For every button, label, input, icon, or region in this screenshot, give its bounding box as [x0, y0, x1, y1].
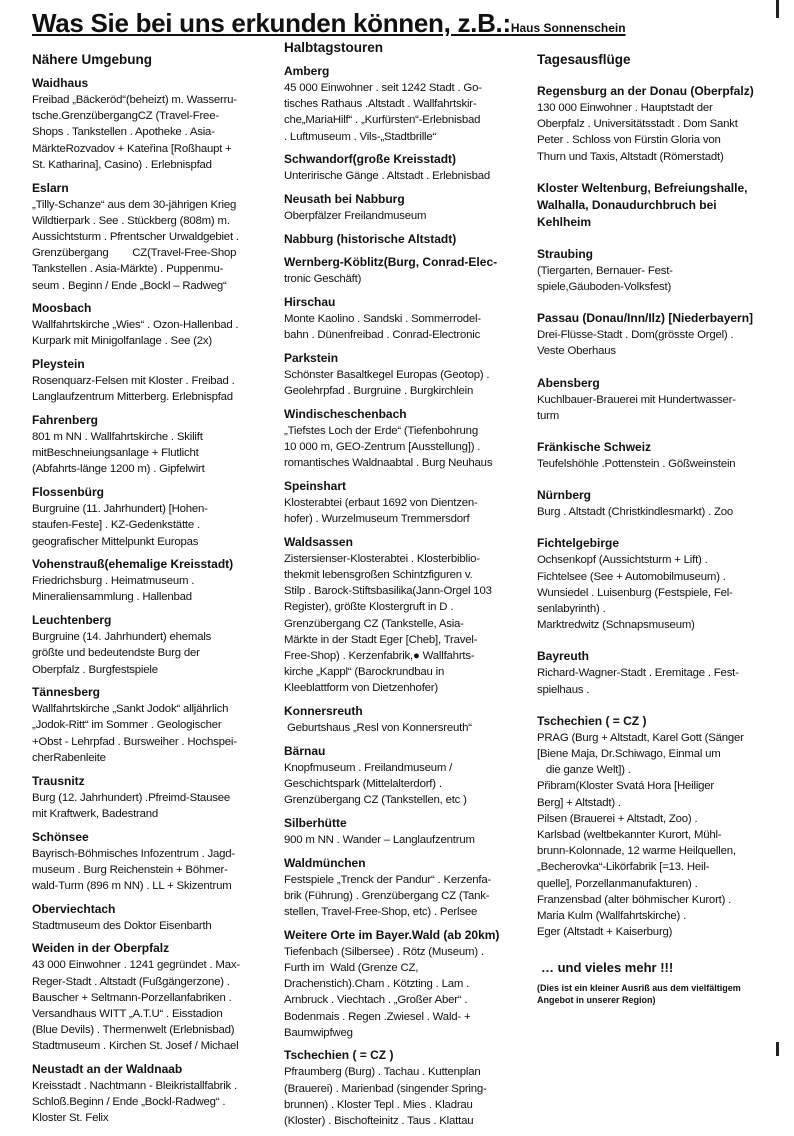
- place-entry: [284, 927, 504, 1041]
- place-name: Neusath bei Nabburg: [284, 192, 405, 207]
- place-entry: [537, 83, 759, 165]
- place-description-line: Richard-Wagner-Stadt . Eremitage . Fest-: [537, 667, 739, 680]
- place-entry: [284, 254, 504, 287]
- place-description-line: die ganze Welt]) .: [537, 764, 631, 777]
- place-description-line: Register), größte Klostergruft in D .: [284, 601, 454, 614]
- place-description-line: (Tiergarten, Bernauer- Fest-: [537, 264, 673, 277]
- place-entry: [32, 773, 272, 822]
- page-title: [32, 8, 626, 39]
- place-description-line: Monte Kaolino . Sandski . Sommerrodel-: [284, 312, 481, 325]
- place-description-line: Maria Kulm (Wallfahrtskirche) .: [537, 910, 687, 923]
- place-description-line: Schloß.Beginn / Ende „Bockl-Radweg“ .: [32, 1096, 226, 1109]
- place-description-line: seum . Beginn / Ende „Bockl – Radweg“: [32, 279, 227, 292]
- place-description-line: Oberpfalz . Burgfestspiele: [32, 663, 158, 676]
- place-description-line: senlabyrinth) .: [537, 603, 606, 616]
- place-description-line: Freibad „Bäckeröd“(beheizt) m. Wasserru-: [32, 94, 237, 106]
- place-description-line: staufen-Feste] . KZ-Gedenkstätte .: [32, 519, 200, 532]
- place-entry: [284, 406, 504, 472]
- place-name: Nürnberg: [537, 488, 591, 503]
- place-name: Waldsassen: [284, 534, 353, 549]
- place-description-line: Wunsiedel . Luisenburg (Festspiele, Fel-: [537, 586, 733, 599]
- place-description-line: bahn . Dünenfreibad . Conrad-Electronic: [284, 329, 481, 342]
- place-entry: [284, 1047, 504, 1129]
- place-description-line: Berg] + Altstadt) .: [537, 796, 621, 809]
- place-description-line: [Biene Maja, Dr.Schiwago, Einmal um: [537, 748, 721, 761]
- place-entry: [284, 231, 504, 248]
- place-name: Bärnau: [284, 743, 326, 758]
- place-description-line: Geolehrpfad . Burgruine . Burgkirchlein: [284, 385, 474, 398]
- place-description-line: Peter . Schloss von Fürstin Gloria von: [537, 134, 721, 147]
- place-description-line: brik (Führung) . Grenzübergang CZ (Tank-: [284, 889, 490, 902]
- place-name: Straubing: [537, 246, 593, 261]
- place-description-line: Burgruine (14. Jahrhundert) ehemals: [32, 631, 212, 644]
- place-description-line: (Kloster) . Bischofteinitz . Taus . Klattau: [284, 1115, 474, 1128]
- place-entry: [537, 487, 759, 520]
- place-description-line: „Jodok-Ritt“ im Sommer . Geologischer: [32, 719, 222, 732]
- place-description-line: größte und bedeutendste Burg der: [32, 647, 200, 660]
- place-description-line: Ochsenkopf (Aussichtsturm + Lift) .: [537, 554, 708, 567]
- place-description-line: thekmit lebensgroßen Schintzfiguren v.: [284, 568, 473, 581]
- place-description-line: Mineraliensammlung . Hallenbad: [32, 591, 192, 604]
- place-name: Hirschau: [284, 294, 336, 309]
- place-description-line: Shops . Tankstellen . Apotheke . Asia-: [32, 126, 215, 139]
- place-description-line: Stilp . Barock-Stiftsbasilika(Jann-Orgel 103: [284, 585, 492, 598]
- place-description-line: Tiefenbach (Silbersee) . Rötz (Museum) .: [284, 945, 484, 958]
- place-name: Flossenbürg: [32, 485, 105, 500]
- place-description-line: wald-Turm (896 m NN) . LL + Skizentrum: [32, 879, 232, 892]
- place-description-line: mitBeschneiungsanlage + Flutlicht: [32, 447, 199, 460]
- place-name: Vohenstrauß(ehemalige Kreisstadt): [32, 557, 234, 572]
- place-entry: [32, 901, 272, 934]
- place-description-line: 10 000 m, GEO-Zentrum [Ausstellung]) .: [284, 440, 481, 453]
- place-description-line: 900 m NN . Wander – Langlaufzentrum: [284, 833, 475, 846]
- place-entry: [284, 151, 504, 184]
- place-entry: [284, 350, 504, 399]
- place-description-line: romantisches Waldnaabtal . Burg Neuhaus: [284, 457, 493, 470]
- place-description-line: Fichtelsee (See + Automobilmuseum) .: [537, 570, 726, 583]
- place-description-line: Festspiele „Trenck der Pandur“ . Kerzenfa-: [284, 873, 492, 886]
- place-description-line: Unterirische Gänge . Altstadt . Erlebnisbad: [284, 170, 491, 183]
- place-description-line: Burg (12. Jahrhundert) .Pfreimd-Stausee: [32, 791, 230, 804]
- place-description-line: Tankstellen . Asia-Märkte) . Puppenmu-: [32, 263, 224, 276]
- place-description-line: Bodenmais . Regen .Zwiesel . Wald- +: [284, 1010, 471, 1023]
- column-heading: Tagesausflüge: [537, 52, 631, 67]
- place-description-line: Bayrisch-Böhmisches Infozentrum . Jagd-: [32, 847, 236, 860]
- page-title-suffix: Haus Sonnenschein: [510, 21, 626, 35]
- place-description-line: „Becherovka“-Likörfabrik [=13. Heil-: [537, 861, 710, 874]
- column-halbtagstouren: [284, 40, 504, 1136]
- place-description-line: Geschichtspark (Mittelalterdorf) .: [284, 777, 442, 790]
- place-entry: [32, 612, 272, 678]
- place-entry: [32, 75, 272, 173]
- place-description-line: Versandhaus WITT „A.T.U“ . Eisstadion: [32, 1007, 223, 1020]
- place-description-line: Pilsen (Brauerei + Altstadt, Zoo) .: [537, 812, 698, 825]
- place-name: Parkstein: [284, 350, 339, 365]
- place-description-line: Rosenquarz-Felsen mit Kloster . Freibad .: [32, 375, 235, 388]
- place-entry: [32, 484, 272, 550]
- place-description-line: (Brauerei) . Marienbad (singender Spring-: [284, 1082, 487, 1095]
- place-description-line: Veste Oberhaus: [537, 345, 616, 358]
- place-description-line: Wildtierpark . See . Stückberg (808m) m.: [32, 214, 230, 227]
- place-description-line: quelle], Porzellanmanufakturen) .: [537, 877, 698, 890]
- place-entry: [537, 180, 759, 231]
- place-name: Waldmünchen: [284, 855, 366, 870]
- place-name: Eslarn: [32, 180, 69, 195]
- place-description-line: Thurn und Taxis, Altstadt (Römerstadt): [537, 150, 724, 163]
- place-name: Bayreuth: [537, 649, 590, 664]
- place-description-line: Bauscher + Seltmann-Porzellanfabriken .: [32, 991, 232, 1004]
- place-description-line: Karlsbad (weltbekannter Kurort, Mühl-: [537, 829, 722, 842]
- place-name: Abensberg: [537, 375, 600, 390]
- place-description-line: (Blue Devils) . Thermenwelt (Erlebnisbad): [32, 1024, 235, 1037]
- place-description-line: 45 000 Einwohner . seit 1242 Stadt . Go-: [284, 82, 482, 94]
- place-name: Moosbach: [32, 301, 92, 316]
- place-name: Oberviechtach: [32, 901, 116, 916]
- place-description-line: Kleeblattform von Dietzenhofer): [284, 682, 438, 695]
- place-entry: [32, 180, 272, 294]
- place-description-line: . Luftmuseum . Vils-„Stadtbrille“: [284, 130, 437, 143]
- place-description-line: Geburtshaus „Resl von Konnersreuth“: [284, 722, 472, 735]
- place-name: Pleystein: [32, 357, 85, 372]
- place-description-line: Kuchlbauer-Brauerei mit Hundertwasser-: [537, 393, 736, 406]
- place-entry: [32, 829, 272, 895]
- place-description-line: „Tiefstes Loch der Erde“ (Tiefenbohrung: [284, 424, 478, 437]
- place-description-line: turm: [537, 409, 559, 422]
- place-description-line: Stadtmuseum . Kirchen St. Josef / Michael: [32, 1040, 239, 1053]
- place-description-line: Grenzübergang CZ (Tankstellen, etc ): [284, 794, 467, 807]
- place-description-line: cherRabenleite: [32, 751, 106, 764]
- place-description-line: 130 000 Einwohner . Hauptstadt der: [537, 102, 713, 114]
- place-description-line: Kreisstadt . Nachtmann - Bleikristallfabrik .: [32, 1080, 237, 1093]
- place-name: Schwandorf(große Kreisstadt): [284, 152, 457, 167]
- place-description-line: MärkteRozvadov + Kateřina [Roßhaupt +: [32, 142, 232, 155]
- place-description-line: mit Kraftwerk, Badestrand: [32, 807, 159, 820]
- place-description-line: Marktredwitz (Schnapsmuseum): [537, 619, 695, 632]
- place-name: Nabburg (historische Altstadt): [284, 231, 457, 246]
- column-naehere-umgebung: [32, 52, 272, 1133]
- place-description-line: Grenzübergang CZ(Travel-Free-Shop: [32, 247, 237, 260]
- place-description-line: Kloster St. Felix: [32, 1112, 109, 1125]
- place-description-line: Free-Shop) . Kerzenfabrik,● Wallfahrts-: [284, 649, 475, 662]
- place-entry: [284, 63, 504, 145]
- place-description-line: Burgruine (11. Jahrhundert) [Hohen-: [32, 503, 208, 516]
- place-entry: [284, 815, 504, 848]
- place-entry: [284, 191, 504, 224]
- place-description-line: Wallfahrtskirche „Sankt Jodok“ alljährlich: [32, 703, 229, 716]
- place-description-line: Wallfahrtskirche „Wies“ . Ozon-Hallenbad .: [32, 319, 239, 332]
- place-entry: [32, 1061, 272, 1127]
- place-name: Neustadt an der Waldnaab: [32, 1062, 183, 1077]
- place-description-line: Oberpfälzer Freilandmuseum: [284, 210, 427, 223]
- place-entry: [537, 535, 759, 633]
- place-description-line: Drachenstich).Cham . Kötzting . Lam .: [284, 978, 470, 991]
- place-description-line: Pfraumberg (Burg) . Tachau . Kuttenplan: [284, 1066, 481, 1079]
- scan-edge-mark: [776, 0, 779, 18]
- place-description-line: brunn-Kolonnade, 12 warme Heilquellen,: [537, 845, 736, 858]
- place-description-line: Reger-Stadt . Altstadt (Fußgängerzone) .: [32, 975, 230, 988]
- place-description-line: St. Katharina], Casino) . Erlebnispfad: [32, 158, 212, 171]
- place-description-line: Oberpfalz . Universitätsstadt . Dom Sankt: [537, 118, 738, 131]
- column-heading: Halbtagstouren: [284, 40, 384, 55]
- place-description-line: Furth im Wald (Grenze CZ,: [284, 961, 419, 974]
- place-description-line: Märkte in der Stadt Eger [Cheb], Travel-: [284, 633, 478, 646]
- place-description-line: Burg . Altstadt (Christkindlesmarkt) . Zoo: [537, 506, 734, 519]
- place-description-line: tsche.GrenzübergangCZ (Travel-Free-: [32, 110, 219, 123]
- place-entry: [284, 703, 504, 736]
- place-entry: [32, 300, 272, 349]
- place-description-line: Grenzübergang CZ (Tankstelle, Asia-: [284, 617, 464, 630]
- place-description-line: museum . Burg Reichenstein + Böhmer-: [32, 863, 228, 876]
- place-description-line: „Tilly-Schanze“ aus dem 30-jährigen Krieg: [32, 198, 237, 211]
- place-name: Kloster Weltenburg, Befreiungshalle, Walhalla, Donaudurchbruch bei Kehlheim: [537, 180, 748, 229]
- place-name: Wernberg-Köblitz(Burg, Conrad-Elec-: [284, 255, 498, 270]
- place-name: Trausnitz: [32, 773, 85, 788]
- place-description-line: Schönster Basaltkegel Europas (Geotop) .: [284, 368, 490, 381]
- scan-edge-mark: [776, 1042, 779, 1056]
- place-description-line: spiele,Gäuboden-Volksfest): [537, 281, 672, 294]
- place-description-line: Friedrichsburg . Heimatmuseum .: [32, 575, 195, 588]
- place-name: Fahrenberg: [32, 413, 99, 428]
- place-description-line: tronic Geschäft): [284, 273, 362, 286]
- place-description-line: stellen, Travel-Free-Shop, etc) . Perlsee: [284, 906, 478, 918]
- place-description-line: 43 000 Einwohner . 1241 gegründet . Max-: [32, 959, 240, 972]
- place-description-line: kirche „Kappl“ (Barockrundbau in: [284, 666, 445, 679]
- place-description-line: Teufelshöhle .Pottenstein . Gößweinstein: [537, 458, 736, 471]
- column-tagesausfluege: [537, 52, 759, 956]
- place-name: Fichtelgebirge: [537, 536, 620, 551]
- place-description-line: Franzensbad (alter böhmischer Kurort) .: [537, 893, 732, 906]
- place-name: Waidhaus: [32, 76, 89, 90]
- place-entry: [284, 534, 504, 697]
- place-description-line: Aussichtsturm . Pfrentscher Urwaldgebiet .: [32, 230, 239, 243]
- place-name: Amberg: [284, 64, 330, 78]
- place-name: Tschechien ( = CZ ): [284, 1048, 394, 1063]
- closing-note: (Dies ist ein kleiner Ausriß aus dem vielfältigem Angebot in unserer Region): [537, 983, 741, 1005]
- place-description-line: Zistersienser-Klosterabtei . Klosterbiblio-: [284, 552, 480, 565]
- place-description-line: tisches Rathaus .Altstadt . Wallfahrtskir-: [284, 98, 477, 111]
- place-name: Tännesberg: [32, 685, 101, 700]
- place-entry: [32, 556, 272, 605]
- place-description-line: +Obst - Lehrpfad . Bursweiher . Hochspei-: [32, 735, 237, 748]
- place-entry: [32, 356, 272, 405]
- place-name: Konnersreuth: [284, 704, 363, 719]
- place-entry: [284, 855, 504, 921]
- place-description-line: 801 m NN . Wallfahrtskirche . Skilift: [32, 431, 203, 444]
- place-name: Weiden in der Oberpfalz: [32, 941, 170, 956]
- place-name: Weitere Orte im Bayer.Wald (ab 20km): [284, 927, 500, 942]
- place-name: Passau (Donau/Inn/Ilz) [Niederbayern]: [537, 311, 754, 326]
- place-entry: [32, 412, 272, 478]
- place-entry: [537, 246, 759, 295]
- place-entry: [32, 684, 272, 766]
- place-description-line: Přibram(Kloster Svatá Hora [Heiliger: [537, 780, 715, 793]
- place-name: Speinshart: [284, 478, 347, 493]
- place-name: Schönsee: [32, 829, 89, 844]
- place-entry: [284, 743, 504, 809]
- place-description-line: geografischer Mittelpunkt Europas: [32, 535, 199, 548]
- place-entry: [537, 648, 759, 697]
- place-entry: [32, 940, 272, 1054]
- place-entry: [537, 310, 759, 359]
- place-description-line: (Abfahrts-länge 1200 m) . Gipfelwirt: [32, 463, 205, 476]
- place-description-line: Eger (Altstadt + Kaiserburg): [537, 926, 673, 939]
- place-description-line: Knopfmuseum . Freilandmuseum /: [284, 761, 453, 774]
- place-description-line: Langlaufzentrum Mitterberg. Erlebnispfad: [32, 391, 233, 404]
- place-description-line: Stadtmuseum des Doktor Eisenbarth: [32, 919, 212, 932]
- place-description-line: Klosterabtei (erbaut 1692 von Dientzen-: [284, 496, 478, 509]
- place-description-line: PRAG (Burg + Altstadt, Karel Gott (Sänger: [537, 731, 744, 744]
- column-heading: Nähere Umgebung: [32, 52, 153, 67]
- place-name: Silberhütte: [284, 815, 347, 830]
- place-name: Regensburg an der Donau (Oberpfalz): [537, 84, 754, 98]
- closing-text: … und vieles mehr !!!: [541, 960, 674, 975]
- place-description-line: hofer) . Wurzelmuseum Tremmersdorf: [284, 513, 470, 526]
- place-description-line: Arnbruck . Viechtach . „Großer Aber“ .: [284, 994, 468, 1007]
- place-name: Tschechien ( = CZ ): [537, 713, 647, 728]
- place-name: Windischeschenbach: [284, 406, 407, 421]
- place-description-line: Drei-Flüsse-Stadt . Dom(grösste Orgel) .: [537, 329, 734, 342]
- place-description-line: brunnen) . Kloster Tepl . Mies . Kladrau: [284, 1098, 473, 1111]
- place-description-line: spielhaus .: [537, 683, 590, 696]
- place-entry: [284, 294, 504, 343]
- place-entry: [284, 478, 504, 527]
- place-entry: [537, 439, 759, 472]
- place-name: Leuchtenberg: [32, 613, 112, 628]
- place-description-line: che„MariaHilf“ . „Kurfürsten“-Erlebnisbad: [284, 114, 481, 127]
- place-entry: [537, 713, 759, 941]
- place-entry: [537, 375, 759, 424]
- place-description-line: Baumwipfweg: [284, 1026, 353, 1039]
- place-description-line: Kurpark mit Minigolfanlage . See (2x): [32, 335, 212, 348]
- place-name: Fränkische Schweiz: [537, 440, 652, 455]
- page-title-text: Was Sie bei uns erkunden können, z.B.:: [32, 8, 511, 38]
